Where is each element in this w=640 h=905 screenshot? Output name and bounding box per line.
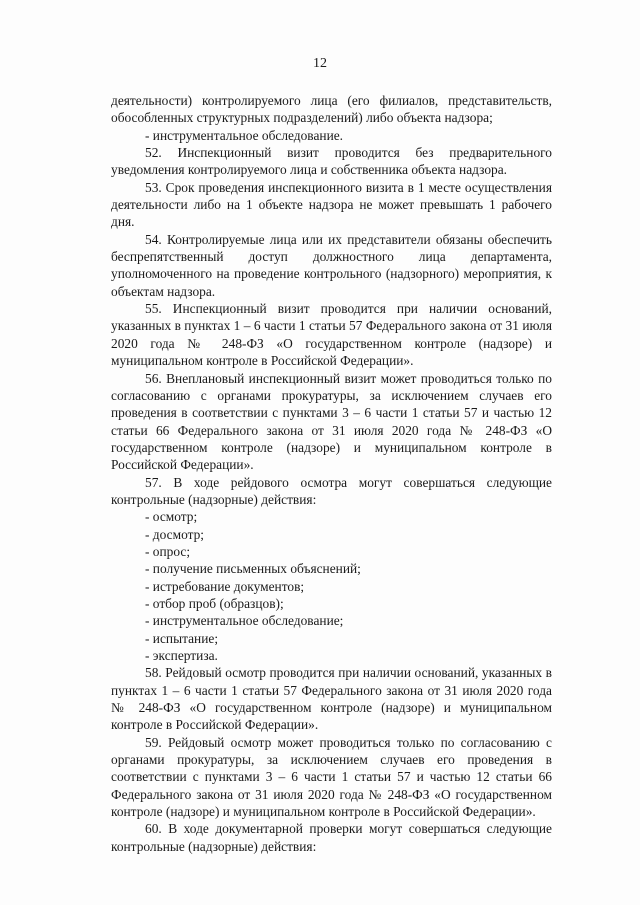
list-item: - инструментальное обследование. — [145, 127, 344, 143]
list-item: - досмотр; — [145, 526, 205, 542]
list-item: - опрос; — [145, 543, 191, 559]
paragraph-58: 58. Рейдовый осмотр проводится при наличии оснований, указанных в пунктах 1 – 6 части 1 статьи 57 Федерального закона от 31 июля 2020 года № 248-ФЗ «О государственном контроле (надзоре) и муниципальном контроле в Российской Федерации». — [111, 665, 552, 733]
page-number: 12 — [313, 56, 327, 71]
list-item: - испытание; — [145, 630, 219, 646]
paragraph-60: 60. В ходе документарной проверки могут совершаться следующие контрольные (надзорные) действия: — [111, 821, 552, 854]
paragraph-54: 54. Контролируемые лица или их представители обязаны обеспечить беспрепятственный доступ должностного лица департамента, уполномоченного на проведение контрольного (надзорного) мероприятия, к объектам надзора. — [111, 231, 552, 299]
paragraph-56: 56. Внеплановый инспекционный визит может проводиться только по согласованию с органами прокуратуры, за исключением случаев его проведения в соответствии с пунктами 3 – 6 части 1 статьи 57 и частью 12 статьи 66 Федерального закона от 31 июля 2020 года № 248-ФЗ «О государственном контроле (надзоре) и муниципальном контроле в Российской Федерации». — [111, 370, 552, 473]
list-item: - экспертиза. — [145, 648, 218, 663]
list-item: - истребование документов; — [145, 578, 305, 594]
list-item: - инструментальное обследование; — [145, 613, 344, 629]
paragraph-57: 57. В ходе рейдового осмотра могут совершаться следующие контрольные (надзорные) действия: — [111, 474, 552, 507]
page-body — [111, 92, 552, 855]
paragraph-52: 52. Инспекционный визит проводится без предварительного уведомления контролируемого лица и собственника объекта надзора. — [111, 145, 552, 178]
list-item: - осмотр; — [145, 509, 198, 525]
paragraph-continuation: деятельности) контролируемого лица (его филиалов, представительств, обособленных структурных подразделений) либо объекта надзора; — [111, 93, 552, 126]
list-item: - отбор проб (образцов); — [145, 595, 284, 611]
paragraph-55: 55. Инспекционный визит проводится при наличии оснований, указанных в пунктах 1 – 6 части 1 статьи 57 Федерального закона от 31 июля 2020 года № 248-ФЗ «О государственном контроле (надзоре) и муниципальном контроле в Российской Федерации». — [111, 301, 552, 369]
paragraph-53: 53. Срок проведения инспекционного визита в 1 месте осуществления деятельности либо на 1 объекте надзора не может превышать 1 рабочего дня. — [111, 179, 552, 230]
paragraph-59: 59. Рейдовый осмотр может проводиться только по согласованию с органами прокуратуры, за исключением случаев его проведения в соответствии с пунктами 3 – 6 части 1 статьи 57 и частью 12 статьи 66 Федерального закона от 31 июля 2020 года № 248-ФЗ «О государственном контроле (надзоре) и муниципальном контроле в Российской Федерации». — [111, 734, 552, 820]
list-item: - получение письменных объяснений; — [145, 561, 361, 577]
